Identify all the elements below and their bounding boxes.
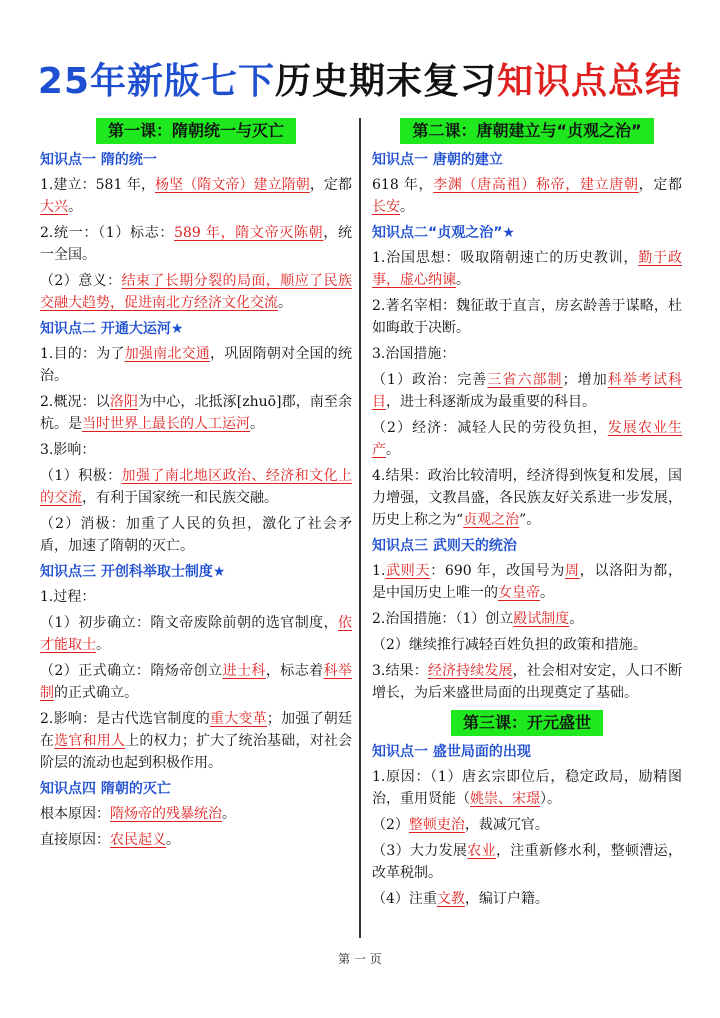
highlighted-term: 经济持续发展 xyxy=(427,663,513,679)
paragraph xyxy=(372,247,682,291)
page-number: 第 一 页 xyxy=(338,952,382,966)
text-segment: 。 xyxy=(400,199,414,215)
highlighted-term: 长安 xyxy=(372,199,400,215)
highlighted-term: 选官和用人 xyxy=(54,733,126,749)
paragraph xyxy=(40,465,352,509)
text-segment: 2.治国措施：（1）创立 xyxy=(372,611,514,627)
knowledge-point-heading: 知识点四 隋朝的灭亡 xyxy=(40,781,171,797)
highlighted-term: 杨坚（隋文帝）建立隋朝 xyxy=(155,177,310,193)
text-segment: ：690 年，改国号为 xyxy=(430,563,566,579)
right-column xyxy=(372,118,682,914)
paragraph xyxy=(372,888,682,910)
text-segment: ；加强了朝廷在 xyxy=(40,711,353,749)
text-segment: （2）意义： xyxy=(40,273,122,289)
text-segment: 的正式确立。 xyxy=(54,685,138,701)
text-segment: ，社会相对安定，人口不断增长，为后来盛世局面的出现奠定了基础。 xyxy=(372,663,683,701)
paragraph xyxy=(372,174,682,218)
text-segment: （3）大力发展 xyxy=(372,843,468,859)
paragraph xyxy=(40,660,352,704)
text-segment: （4）注重 xyxy=(372,891,437,907)
highlighted-term: 农业 xyxy=(467,843,496,859)
lesson-heading: 第三课：开元盛世 xyxy=(451,710,603,736)
text-segment: 1.目的：为了 xyxy=(40,346,125,362)
highlighted-term: 重大变革 xyxy=(210,711,267,727)
paragraph xyxy=(40,586,352,608)
title-part-2: 历史期末复习 xyxy=(275,61,498,102)
knowledge-point-heading: 知识点二“贞观之治”★ xyxy=(372,225,515,241)
paragraph xyxy=(372,343,682,365)
lesson-2-heading: 第二课：唐朝建立与“贞观之治” xyxy=(400,118,653,144)
text-segment: 3.结果： xyxy=(372,663,428,679)
right-column-content xyxy=(372,149,682,910)
paragraph xyxy=(40,174,352,218)
column-divider xyxy=(359,118,361,938)
text-segment: 。 xyxy=(456,272,470,288)
paragraph xyxy=(40,829,352,851)
paragraph xyxy=(40,612,352,656)
title-part-1: 25年新版七下 xyxy=(37,61,276,102)
text-segment: ，标志着 xyxy=(265,663,324,679)
text-segment: 2.统一：（1）标志： xyxy=(40,225,175,241)
text-segment: 。 xyxy=(68,199,82,215)
text-segment: ，巩固隋朝对全国的统治。 xyxy=(40,346,353,384)
highlighted-term: 大兴 xyxy=(40,199,68,215)
knowledge-point-heading: 知识点一 隋的统一 xyxy=(40,152,157,168)
paragraph xyxy=(40,343,352,387)
paragraph xyxy=(372,295,682,339)
text-segment: 。 xyxy=(278,295,292,311)
text-segment: （1）政治：完善 xyxy=(372,372,488,388)
text-segment: 1.建立：581 年， xyxy=(40,177,156,193)
text-segment: ，注重新修水利，整顿漕运，改革税制。 xyxy=(372,843,683,881)
text-segment: ，裁减冗官。 xyxy=(464,817,549,833)
highlighted-term: 农民起义 xyxy=(110,832,166,848)
paragraph xyxy=(40,391,352,435)
paragraph xyxy=(372,417,682,461)
text-segment: 1.原因：（1）唐玄宗即位后，稳定政局，励精图治，重用贤能（ xyxy=(372,769,682,807)
text-segment: 为中心，北抵涿[zhuō]郡，南至余杭。是 xyxy=(40,394,353,432)
text-segment: （2）继续推行减轻百姓负担的政策和措施。 xyxy=(372,637,647,653)
knowledge-point-heading: 知识点一 盛世局面的出现 xyxy=(372,744,531,760)
paragraph xyxy=(372,560,682,604)
text-segment: ，编订户籍。 xyxy=(464,891,549,907)
page-title xyxy=(0,58,720,106)
knowledge-point-heading: 知识点一 唐朝的建立 xyxy=(372,152,503,168)
text-segment: 2.影响：是古代选官制度的 xyxy=(40,711,211,727)
text-segment: 2.概况：以 xyxy=(40,394,110,410)
paragraph xyxy=(40,439,352,461)
highlighted-term: 科举制 xyxy=(40,663,352,701)
text-segment: 4.结果：政治比较清明，经济得到恢复和发展，国力增强，文教昌盛，各民族友好关系进一步发展，历史上称之为“ xyxy=(372,468,682,528)
text-segment: （2）经济：减轻人民的劳役负担， xyxy=(372,420,608,436)
paragraph xyxy=(40,222,352,266)
paragraph xyxy=(372,766,682,810)
text-segment: 3.影响： xyxy=(40,442,96,458)
highlighted-term: 进士科 xyxy=(222,663,266,679)
text-segment: 1.过程： xyxy=(40,589,96,605)
highlighted-term: 贞观之治 xyxy=(463,512,520,528)
paragraph xyxy=(40,708,352,774)
text-segment: 上的权力；扩大了统治基础，对社会阶层的流动也起到积极作用。 xyxy=(40,733,353,771)
highlighted-term: 加强了南北地区政治、经济和文化上的交流 xyxy=(40,468,352,506)
paragraph xyxy=(40,513,352,557)
paragraph xyxy=(40,803,352,825)
knowledge-point-heading: 知识点三 武则天的统治 xyxy=(372,538,517,554)
highlighted-term: 殿试制度 xyxy=(513,611,570,627)
text-segment: 根本原因： xyxy=(40,806,110,822)
highlighted-term: 文教 xyxy=(436,891,465,907)
highlighted-term: 发展农业生产 xyxy=(372,420,682,458)
highlighted-term: 女皇帝 xyxy=(498,585,540,601)
text-segment: ，以洛阳为都，是中国历史上唯一的 xyxy=(372,563,683,601)
text-segment: （2）正式确立：隋炀帝创立 xyxy=(40,663,223,679)
text-segment: ”。 xyxy=(519,512,541,528)
text-segment: 。 xyxy=(222,806,236,822)
highlighted-term: 隋炀帝的残暴统治 xyxy=(110,806,222,822)
highlighted-term: 589 年，隋文帝灭陈朝 xyxy=(174,225,324,241)
text-segment: （1）初步确立：隋文帝废除前朝的选官制度， xyxy=(40,615,338,631)
title-part-3: 知识点总结 xyxy=(497,61,683,102)
text-segment: ，定都 xyxy=(309,177,353,193)
highlighted-term: 李渊（唐高祖）称帝，建立唐朝 xyxy=(433,177,639,193)
text-segment: ）。 xyxy=(540,791,561,807)
paragraph xyxy=(372,634,682,656)
text-segment: ，进士科逐渐成为最重要的科目。 xyxy=(386,394,596,410)
text-segment: （2）消极：加重了人民的负担，激化了社会矛盾，加速了隋朝的灭亡。 xyxy=(40,516,352,554)
highlighted-term: 姚崇、宋璟 xyxy=(470,791,540,807)
text-segment: 。 xyxy=(386,442,400,458)
highlighted-term: 加强南北交通 xyxy=(124,346,211,362)
text-segment: 。 xyxy=(540,585,554,601)
text-segment: 。 xyxy=(96,637,110,653)
highlighted-term: 科举考试科目 xyxy=(372,372,683,410)
text-segment: 。 xyxy=(250,416,264,432)
text-segment: 。 xyxy=(569,611,584,627)
highlighted-term: 结束了长期分裂的局面，顺应了民族交融大趋势，促进南北方经济文化交流 xyxy=(40,273,352,311)
highlighted-term: 当时世界上最长的人工运河 xyxy=(82,416,250,432)
highlighted-term: 三省六部制 xyxy=(487,372,563,388)
text-segment: 。 xyxy=(166,832,180,848)
highlighted-term: 整顿吏治 xyxy=(408,817,465,833)
text-segment: （2） xyxy=(372,817,409,833)
knowledge-point-heading: 知识点三 开创科举取士制度★ xyxy=(40,564,226,580)
text-segment: 618 年， xyxy=(372,177,434,193)
paragraph xyxy=(40,270,352,314)
highlighted-term: 依才能取士 xyxy=(40,615,352,653)
highlighted-term: 勤于政事，虚心纳谏 xyxy=(372,250,683,288)
text-segment: ，有利于国家统一和民族交融。 xyxy=(82,490,278,506)
highlighted-term: 洛阳 xyxy=(109,394,139,410)
highlighted-term: 武则天 xyxy=(385,563,431,579)
paragraph xyxy=(372,840,682,884)
text-segment: 1.治国思想：吸取隋朝速亡的历史教训， xyxy=(372,250,639,266)
left-column xyxy=(40,118,352,855)
lesson-1-heading: 第一课：隋朝统一与灭亡 xyxy=(96,118,296,144)
paragraph xyxy=(372,465,682,531)
highlighted-term: 周 xyxy=(565,563,580,579)
paragraph xyxy=(372,369,682,413)
text-segment: ，统一全国。 xyxy=(40,225,353,263)
text-segment: 2.著名宰相：魏征敢于直言，房玄龄善于谋略，杜如晦敢于决断。 xyxy=(372,298,682,336)
text-segment: （1）积极： xyxy=(40,468,122,484)
paragraph xyxy=(372,660,682,704)
text-segment: 1. xyxy=(372,563,386,579)
text-segment: ；增加 xyxy=(562,372,608,388)
text-segment: 直接原因： xyxy=(40,832,110,848)
paragraph xyxy=(372,814,682,836)
text-segment: ，定都 xyxy=(638,177,683,193)
left-column-content xyxy=(40,149,352,851)
paragraph xyxy=(372,608,682,630)
text-segment: 3.治国措施： xyxy=(372,346,456,362)
knowledge-point-heading: 知识点二 开通大运河★ xyxy=(40,321,184,337)
